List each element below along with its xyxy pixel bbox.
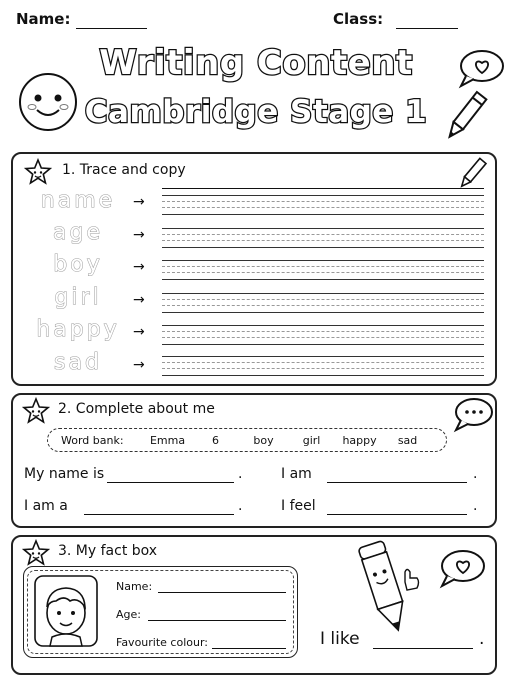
fact-label-name: Name:: [116, 580, 153, 593]
writing-line-sad[interactable]: [162, 356, 484, 376]
writing-line-name[interactable]: [162, 195, 484, 215]
sentence-i-feel: I feel: [281, 498, 316, 514]
arrow-icon: →: [133, 324, 145, 340]
fact-label-age: Age:: [116, 608, 141, 621]
smiley-face-icon: [16, 70, 80, 134]
word-bank-label: Word bank:: [61, 433, 124, 447]
writing-line-happy[interactable]: [162, 325, 484, 345]
pencil-icon: [440, 88, 490, 146]
trace-word-happy: happy: [36, 317, 120, 342]
section-1-title: 1. Trace and copy: [62, 162, 186, 178]
trace-word-sad: sad: [54, 350, 102, 375]
section-1-top-rule: [162, 188, 484, 189]
i-like-label: I like: [320, 629, 360, 649]
sentence-i-am: I am: [281, 466, 312, 482]
word-bank-word: Emma: [149, 433, 186, 447]
title-line-2: Cambridge Stage 1: [84, 94, 428, 130]
star-face-icon: [24, 158, 52, 185]
heart-speech-bubble-icon: [456, 48, 506, 90]
class-label: Class:: [333, 10, 384, 28]
writing-line-girl[interactable]: [162, 293, 484, 313]
title-line-1: Writing Content: [99, 43, 413, 83]
answer-line-age[interactable]: [327, 482, 467, 483]
answer-line-boy-girl[interactable]: [84, 514, 234, 515]
word-bank-word: girl: [302, 433, 321, 447]
trace-word-girl: girl: [54, 285, 102, 310]
name-label: Name:: [16, 10, 71, 28]
sentence-end-dot: .: [473, 498, 478, 514]
boy-face-icon: [34, 575, 98, 647]
arrow-icon: →: [133, 259, 145, 275]
sentence-end-dot: .: [473, 466, 478, 482]
name-line[interactable]: [76, 28, 147, 29]
word-bank-word: sad: [397, 433, 418, 447]
arrow-icon: →: [133, 292, 145, 308]
arrow-icon: →: [133, 357, 145, 373]
class-line[interactable]: [396, 28, 458, 29]
section-3-title: 3. My fact box: [58, 543, 158, 559]
trace-word-boy: boy: [53, 252, 103, 277]
i-like-line[interactable]: [373, 648, 473, 649]
word-bank-word: boy: [253, 433, 274, 447]
sentence-i-am-a: I am a: [24, 498, 68, 514]
word-bank-word: 6: [212, 433, 220, 447]
fact-line-name[interactable]: [158, 592, 286, 593]
trace-word-age: age: [53, 220, 103, 245]
heart-speech-bubble-icon: [437, 548, 487, 590]
fact-line-colour[interactable]: [212, 648, 286, 649]
sentence-end-dot: .: [238, 498, 243, 514]
answer-line-name[interactable]: [107, 482, 234, 483]
word-bank: [47, 428, 447, 452]
i-like-end-dot: .: [479, 629, 485, 649]
word-bank-word: happy: [342, 433, 377, 447]
arrow-icon: →: [133, 227, 145, 243]
pencil-icon: [455, 156, 489, 192]
ellipsis-speech-bubble-icon: [450, 396, 494, 434]
star-face-icon: [22, 539, 50, 566]
section-2-title: 2. Complete about me: [58, 401, 215, 417]
fact-label-colour: Favourite colour:: [116, 636, 208, 649]
pencil-character-icon: [355, 536, 425, 636]
writing-line-boy[interactable]: [162, 260, 484, 280]
sentence-my-name-is: My name is: [24, 466, 105, 482]
sentence-end-dot: .: [238, 466, 243, 482]
writing-line-age[interactable]: [162, 228, 484, 248]
trace-word-name: name: [40, 188, 116, 213]
star-face-icon: [22, 397, 50, 424]
answer-line-feeling[interactable]: [327, 514, 467, 515]
fact-line-age[interactable]: [148, 620, 286, 621]
arrow-icon: →: [133, 194, 145, 210]
